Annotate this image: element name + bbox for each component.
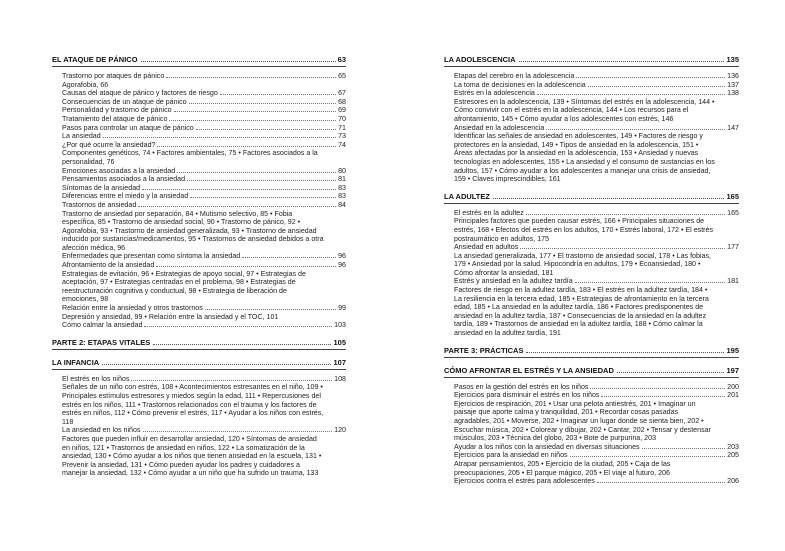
dot-leader bbox=[138, 206, 336, 207]
dot-leader bbox=[143, 431, 333, 432]
toc-entry bbox=[444, 209, 739, 218]
page-number: 165 bbox=[727, 208, 739, 217]
toc-entry bbox=[444, 443, 739, 452]
page-number: 83 bbox=[338, 183, 346, 192]
page-number: 177 bbox=[727, 243, 739, 252]
dot-leader bbox=[493, 198, 725, 199]
toc-subentries: Estrategias de evitación, 96 • Estrategias de apoyo social, 97 • Estrategias de aceptación, 97 • Estrategias centradas en el problema, 98 • Estrategias de reestructuración cognitiva y conductual, 98 • Estrategia de liberación de emociones, 98 bbox=[62, 269, 306, 304]
page-number: 205 bbox=[727, 451, 739, 460]
dot-leader bbox=[546, 129, 725, 130]
toc-entry bbox=[444, 391, 739, 400]
entry-title: Trastorno por ataques de pánico bbox=[62, 72, 165, 80]
entry-title: El estrés en la adultez bbox=[454, 208, 524, 217]
page-number: 65 bbox=[338, 72, 346, 80]
page-number: 201 bbox=[727, 391, 739, 400]
dot-leader bbox=[153, 344, 331, 345]
dot-leader bbox=[142, 189, 336, 190]
page-number: 138 bbox=[727, 89, 739, 98]
page-number: 135 bbox=[726, 55, 739, 64]
dot-leader bbox=[144, 326, 332, 327]
entry-title: Ejercicios para disminuir el estrés en los niños bbox=[454, 391, 600, 400]
entry-title: Afrontamiento de la ansiedad bbox=[62, 261, 155, 270]
toc-subentries: Trastorno de ansiedad por separación, 84 • Mutismo selectivo, 85 • Fobia específica, 85 • Trastorno de ansiedad social, 90 • Trastorno de pánico, 92 • Agorafobia, 93 • Trastorno de ansiedad generalizada, 93 • Trastorno de ansiedad inducido por sustancias/medicamentos, 95 • Trastornos de ansiedad debidos a otra afección médica, 96 bbox=[62, 209, 324, 252]
page-number: 105 bbox=[333, 337, 346, 347]
toc-entry bbox=[52, 201, 346, 210]
dot-leader bbox=[205, 309, 336, 310]
dot-leader bbox=[642, 448, 726, 449]
toc-subentries: Factores que pueden influir en desarrollar ansiedad, 120 • Síntomas de ansiedad en niños, 121 • Trastornos de ansiedad en niños, 122 • La somatización de la ansiedad, 130 • Cómo ayudar a los niños que tienen ansiedad en la escuela, 131 • Prevenir la ansiedad, 131 • Cómo pueden ayudar los padres y cuidadores a manejar la ansiedad, 132 • Cómo ayudar a un niño que ha sufrido un trauma, 133 bbox=[62, 434, 322, 478]
toc-entry bbox=[52, 426, 346, 435]
entry-title: Tratamiento del ataque de pánico bbox=[62, 114, 168, 123]
page-number: 195 bbox=[726, 345, 739, 355]
dot-leader bbox=[588, 86, 725, 87]
dot-leader bbox=[617, 372, 725, 373]
entry-title: Trastornos de ansiedad bbox=[62, 200, 137, 209]
toc-entry bbox=[52, 98, 346, 107]
toc-entry bbox=[52, 252, 346, 261]
dot-leader bbox=[220, 94, 336, 95]
dot-leader bbox=[187, 180, 336, 181]
dot-leader bbox=[590, 388, 725, 389]
page-number: 71 bbox=[338, 123, 346, 132]
entry-title: Pensamientos asociados a la ansiedad bbox=[62, 175, 186, 184]
page-number: 68 bbox=[338, 97, 346, 106]
page-number: 83 bbox=[338, 192, 346, 201]
page-number: 63 bbox=[337, 55, 346, 64]
toc-entry bbox=[444, 451, 739, 460]
toc-subentries: Ejercicios de respiración, 201 • Usar una pelota antiestrés, 201 • Imaginar un paisaje que aporte calma y tranquilidad, 201 • Recordar cosas pasadas agradables, 201 • Moverse, 202 • Imaginar un lugar donde se sienta bien, 202 • Escuchar música, 202 • Colorear y dibujar, 202 • Cantar, 202 • Tensar y destensar músculos, 203 • Técnica del globo, 203 • Bote de purpurina, 203 bbox=[454, 399, 711, 443]
section-title: LA ADULTEZ bbox=[444, 191, 490, 201]
entry-title: Diferencias entre el miedo y la ansiedad bbox=[62, 192, 189, 201]
dot-leader bbox=[537, 94, 725, 95]
entry-title: Enfermedades que presentan como síntoma la ansiedad bbox=[62, 252, 241, 261]
toc-entry bbox=[444, 477, 739, 486]
page-number: 70 bbox=[338, 114, 346, 123]
toc-subentries: Principales factores que pueden causar estrés, 166 • Principales situaciones de estrés, 168 • Efectos del estrés en los adultos, 170 • Estrés laboral, 172 • El estrés postraumático en adultos, 175 bbox=[454, 217, 714, 243]
toc-section-heading bbox=[444, 55, 739, 67]
entry-title: Personalidad y trastorno de pánico bbox=[62, 106, 172, 115]
toc-subentries: Agorafobia, 66 bbox=[62, 80, 109, 89]
entry-title: Emociones asociadas a la ansiedad bbox=[62, 166, 176, 175]
toc-entry bbox=[52, 175, 346, 184]
page-number: 165 bbox=[726, 191, 739, 201]
toc-entry bbox=[444, 72, 739, 81]
dot-leader bbox=[156, 266, 336, 267]
dot-leader bbox=[601, 396, 725, 397]
page-number: 200 bbox=[727, 382, 739, 391]
entry-title: Ansiedad en la adolescencia bbox=[454, 123, 545, 132]
section-title: EL ATAQUE DE PÁNICO bbox=[52, 55, 138, 64]
entry-title: Estrés en la adolescencia bbox=[454, 89, 535, 98]
dot-leader bbox=[102, 364, 331, 365]
toc-subentries: Señales de un niño con estrés, 108 • Acontecimientos estresantes en el niño, 109 • Principales estímulos estresores y miedos según la edad, 111 • Repercusiones del estrés en los niños, 111 • Trastornos relacionados con el trauma y los factores de estrés en niños, 112 • Cómo prevenir el estrés, 117 • Ayudar a los niños con estrés, 118 bbox=[62, 383, 324, 426]
toc-subentries: Estresores en la adolescencia, 139 • Síntomas del estrés en la adolescencia, 144 • Cómo convivir con el estrés en la adolescencia, 144 • Los recursos para el afrontamiento, 145 • Cómo ayudar a los adolescentes con estrés, 146 bbox=[454, 97, 715, 123]
dot-leader bbox=[519, 61, 725, 62]
toc-subentries: Atrapar pensamientos, 205 • Ejercicio de la ciudad, 205 • Caja de las preocupaciones, 205 • El parque mágico, 205 • El viaje al futuro, 206 bbox=[454, 459, 671, 477]
toc-section-heading bbox=[444, 366, 739, 378]
dot-leader bbox=[570, 456, 726, 457]
dot-leader bbox=[576, 77, 725, 78]
entry-title: El estrés en los niños bbox=[62, 374, 130, 383]
dot-leader bbox=[169, 120, 336, 121]
toc-entry bbox=[52, 132, 346, 141]
dot-leader bbox=[174, 111, 336, 112]
dot-leader bbox=[526, 352, 724, 353]
dot-leader bbox=[597, 482, 725, 483]
entry-title: ¿Por qué ocurre la ansiedad? bbox=[62, 140, 156, 149]
entry-title: Ejercicios contra el estrés para adolescentes bbox=[454, 477, 595, 486]
toc-subentries: Factores de riesgo en la adultez tardía, 183 • El estrés en la adultez tardía, 184 • La resiliencia en la tercera edad, 185 • Estrategias de afrontamiento en la tercera edad, 185 • La ansiedad en la adultez tardía, 186 • Factores predisponentes de ansiedad en la adultez tardía, 187 • Consecuencias de la ansiedad en la adultez tardía, 189 • Trastornos de ansiedad en la adultez tardía, 188 • Cómo calmar la ansiedad en la adultez tardía, 191 bbox=[454, 286, 709, 338]
page-number: 203 bbox=[727, 442, 739, 451]
toc-entry bbox=[444, 243, 739, 252]
dot-leader bbox=[157, 146, 336, 147]
toc-subentries: Identificar las señales de ansiedad en adolescentes, 149 • Factores de riesgo y protectores en la ansiedad, 149 • Tipos de ansiedad en la adolescencia, 151 • Áreas afectadas por la ansiedad en la adolescencia, 153 • Ansiedad y nuevas tecnologías en adolescentes, 155 • La ansiedad y el consumo de sustancias en los adultos, 157 • Cómo ayudar a los adolescentes a manejar una crisis de ansiedad, 159 • Claves imprescindibles, 161 bbox=[454, 132, 715, 184]
toc-entry bbox=[444, 383, 739, 392]
toc-entry bbox=[444, 89, 739, 98]
dot-leader bbox=[131, 380, 332, 381]
toc-entry bbox=[52, 106, 346, 115]
page-number: 147 bbox=[727, 123, 739, 132]
dot-leader bbox=[242, 257, 336, 258]
toc-entry bbox=[52, 375, 346, 384]
toc-entry bbox=[444, 81, 739, 90]
page-number: 67 bbox=[338, 89, 346, 98]
entry-title: Consecuencias de un ataque de pánico bbox=[62, 97, 187, 106]
entry-title: Ansiedad en adultos bbox=[454, 243, 519, 252]
toc-right-column bbox=[444, 55, 739, 486]
dot-leader bbox=[575, 282, 725, 283]
section-title: PARTE 3: PRÁCTICAS bbox=[444, 345, 524, 355]
page-number: 74 bbox=[338, 140, 346, 149]
dot-leader bbox=[196, 129, 336, 130]
toc-section-heading bbox=[444, 192, 739, 204]
page-number: 96 bbox=[338, 261, 346, 270]
dot-leader bbox=[141, 61, 336, 62]
entry-title: Causas del ataque de pánico y factores de riesgo bbox=[62, 89, 218, 98]
section-title: CÓMO AFRONTAR EL ESTRÉS Y LA ANSIEDAD bbox=[444, 365, 614, 375]
entry-title: La ansiedad en los niños bbox=[62, 426, 141, 435]
page-number: 69 bbox=[338, 106, 346, 115]
page-number: 137 bbox=[727, 80, 739, 89]
entry-title: Ejercicios para la ansiedad en niños bbox=[454, 451, 568, 460]
page-number: 206 bbox=[727, 477, 739, 486]
toc-section-heading bbox=[52, 338, 346, 350]
section-title: LA INFANCIA bbox=[52, 357, 100, 367]
page-number: 181 bbox=[727, 277, 739, 286]
toc-entry bbox=[52, 261, 346, 270]
toc-entry bbox=[52, 89, 346, 98]
page-number: 107 bbox=[333, 357, 346, 367]
entry-title: Estrés y ansiedad en la adultez tardía bbox=[454, 277, 573, 286]
entry-title: Etapas del cerebro en la adolescencia bbox=[454, 72, 575, 80]
page-number: 99 bbox=[338, 304, 346, 313]
page-number: 73 bbox=[338, 132, 346, 141]
entry-title: Pasos en la gestión del estrés en los niños bbox=[454, 382, 589, 391]
entry-title: Síntomas de la ansiedad bbox=[62, 183, 141, 192]
page-number: 84 bbox=[338, 200, 346, 209]
dot-leader bbox=[190, 197, 336, 198]
toc-subentries: La ansiedad generalizada, 177 • El trastorno de ansiedad social, 178 • Las fobias, 179 • Ansiedad por la salud. Hipocondría en adultos, 179 • Ecoansiedad, 180 • Cómo afrontar la ansiedad, 181 bbox=[454, 251, 711, 277]
entry-title: Pasos para controlar un ataque de pánico bbox=[62, 123, 194, 132]
toc-entry bbox=[52, 167, 346, 176]
entry-title: La toma de decisiones en la adolescencia bbox=[454, 80, 586, 89]
toc-entry bbox=[52, 115, 346, 124]
toc-entry bbox=[52, 321, 346, 330]
page-number: 136 bbox=[727, 72, 739, 80]
toc-entry bbox=[52, 304, 346, 313]
dot-leader bbox=[177, 172, 336, 173]
toc-section-heading bbox=[444, 346, 739, 358]
page-number: 80 bbox=[338, 166, 346, 175]
toc-entry bbox=[444, 277, 739, 286]
toc-entry bbox=[52, 72, 346, 81]
page-number: 197 bbox=[726, 365, 739, 375]
toc-entry bbox=[52, 192, 346, 201]
dot-leader bbox=[189, 103, 336, 104]
entry-title: Ayudar a los niños con la ansiedad en diversas situaciones bbox=[454, 442, 640, 451]
page-number: 96 bbox=[338, 252, 346, 261]
toc-section-heading bbox=[52, 358, 346, 370]
section-title: PARTE 2: ETAPAS VITALES bbox=[52, 337, 151, 347]
dot-leader bbox=[166, 77, 336, 78]
section-title: LA ADOLESCENCIA bbox=[444, 55, 516, 64]
toc-entry bbox=[52, 184, 346, 193]
entry-title: La ansiedad bbox=[62, 132, 101, 141]
toc-entry bbox=[444, 124, 739, 133]
entry-title: Cómo calmar la ansiedad bbox=[62, 321, 143, 330]
page-number: 81 bbox=[338, 175, 346, 184]
toc-subentries: Depresión y ansiedad, 99 • Relación entre la ansiedad y el TOC, 101 bbox=[62, 312, 279, 321]
toc-entry bbox=[52, 124, 346, 133]
dot-leader bbox=[526, 214, 725, 215]
page-number: 103 bbox=[334, 321, 346, 330]
dot-leader bbox=[520, 248, 725, 249]
toc-section-heading bbox=[52, 55, 346, 67]
dot-leader bbox=[103, 137, 336, 138]
entry-title: Relación entre la ansiedad y otros trastornos bbox=[62, 304, 203, 313]
page-number: 120 bbox=[334, 426, 346, 435]
toc-entry bbox=[52, 141, 346, 150]
toc-subentries: Componentes genéticos, 74 • Factores ambientales, 75 • Factores asociados a la personalidad, 76 bbox=[62, 149, 318, 166]
page-number: 108 bbox=[334, 374, 346, 383]
toc-left-column bbox=[52, 55, 346, 478]
